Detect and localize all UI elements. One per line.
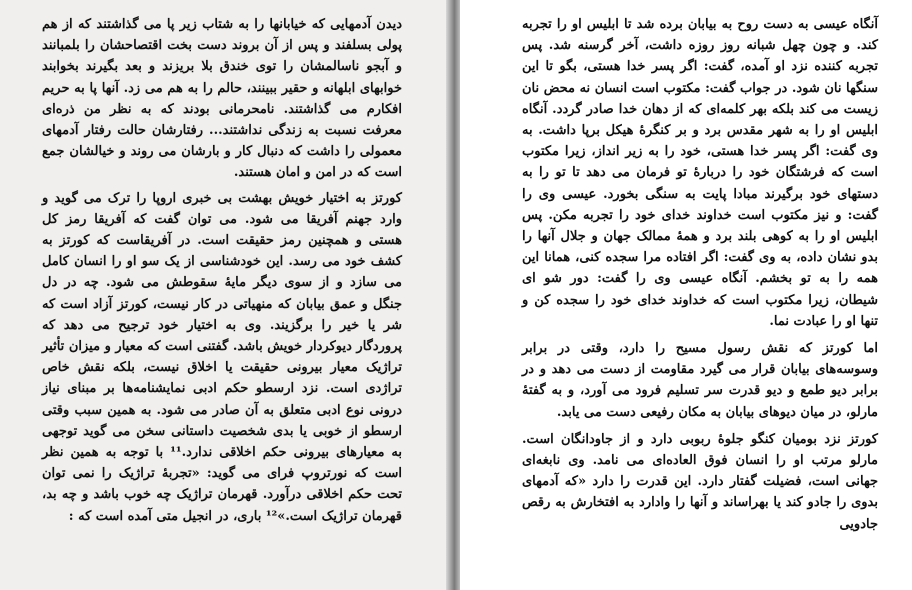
paragraph: اما کورتز که نقش رسول مسیح را دارد، وقتی در برابر وسوسه‌های بیابان قرار می گیرد مقاومت از دست می دهد و در برابر دیو طمع و دیو قدرت سر تسلیم فرود می آورد، و به گفتهٔ مارلو، در میان دیوهای بیابان به مکان رفیعی دست می یابد.: [522, 341, 878, 420]
book-gutter: [446, 0, 460, 590]
right-text-column: [522, 14, 878, 541]
paragraph: دیدن آدمهایی که خیابانها را به شتاب زیر پا می گذاشتند که از هم پولی بسلفند و پس از آن بروند دست بخت اقتصاحشان را بلمبانند و آبجو ناسالمشان را توی خندق بلا بریزند و بعد بگیرند بخوابند خوابهای ابلهانه و حقیر ببینند، حالم را به هم می زد. آنها پا به حریم افکارم می گذاشتند. نامحرمانی بودند که به نظر من ذره‌ای معرفت نسبت به زندگی نداشتند... رفتارشان حالت رفتار آدمهای معمولی را داشت که دنبال کار و بارشان می روند و خیالشان جمع است که در امن و امان هستند.: [42, 17, 403, 181]
paragraph: کورتز نزد بومیان کنگو جلوهٔ ربوبی دارد و از جاودانگان است. مارلو مرتب او را انسان فوق العاده‌ای می نامد. وی نابغه‌ای جهانی است، فضیلت گفتار دارد. این قدرت را دارد «که آدمهای بدوی را جادو کند یا بهراساند و آنها را وادارد به افتخارش به رقص جادویی: [522, 431, 878, 532]
left-text-column: [42, 14, 402, 533]
quoted-scripture: آنگاه عیسی به دست روح به بیابان برده شد تا ابلیس او را تجربه کند. و چون چهل شبانه روز روزه داشت، آخر گرسنه شد. پس تجربه کننده نزد او آمده، گفت: اگر پسر خدا هستی، بگو تا این سنگها نان شود. در جواب گفت: مکتوب است انسان نه محض نان زیست می کند بلکه بهر کلمه‌ای که از دهان خدا صادر گردد. آنگاه ابلیس او را به شهر مقدس برد و بر کنگرهٔ هیکل برپا داشت. به وی گفت: اگر پسر خدا هستی، خود را به زیر انداز، زیرا مکتوب است که فرشتگان خود را دربارهٔ تو فرمان می دهد تا تو را به دستهای خود برگیرند مبادا پایت به سنگی بخورد. عیسی وی را گفت: و نیز مکتوب است خداوند خدای خود را تجربه مکن. پس ابلیس او را به کوهی بلند برد و همهٔ ممالک جهان و جلال آنها را بدو نشان داده، به وی گفت: اگر افتاده مرا سجده کنی، همانا این همه را به تو بخشم. آنگاه عیسی وی را گفت: دور شو ای شیطان، زیرا مکتوب است که خداوند خدای خود را سجده کن و تنها او را عبادت نما.: [522, 17, 878, 329]
left-page: [0, 0, 446, 590]
right-page: [460, 0, 912, 590]
paragraph: کورتز به اختیار خویش بهشت بی خبری اروپا را ترک می گوید و وارد جهنم آفریقا می شود. می توان گفت که آفریقا رمز کل هستی و همچنین رمز حقیقت است. در آفریقاست که کورتز به کشف خود می رسد. این خودشناسی از یک سو او را انسان کامل می سازد و از سوی دیگر مایهٔ سقوطش می شود. چه در دل جنگل و عمق بیابان که منهیاتی در کار نیست، کورتز آزاد است که شر یا خیر را برگزیند. وی به اختیار خود ترجیح می دهد که پروردگار دیوکردار خویش باشد. گفتنی است که معیار و میزان تأثیر تراژیک معیار بیرونی حقیقت یا اخلاق نیست، بلکه نقش خاص تراژدی است. نزد ارسطو حکم ادبی نمایشنامه‌ها بر مبنای نیاز درونی نوع ادبی متعلق به آن صادر می شود. به همین سبب وقتی ارسطو از خوبی یا بدی شخصیت داستانی سخن می گوید توجهی به معیارهای بیرونی حکم اخلاقی ندارد.¹¹ با توجه به همین نظر است که نورتروپ فرای می گوید: «تجربهٔ تراژیک را نمی توان تحت حکم اخلاقی درآورد. قهرمان تراژیک چه خوب باشد و چه بد، قهرمان تراژیک است.»¹² باری، در انجیل متی آمده است که :: [42, 190, 402, 524]
